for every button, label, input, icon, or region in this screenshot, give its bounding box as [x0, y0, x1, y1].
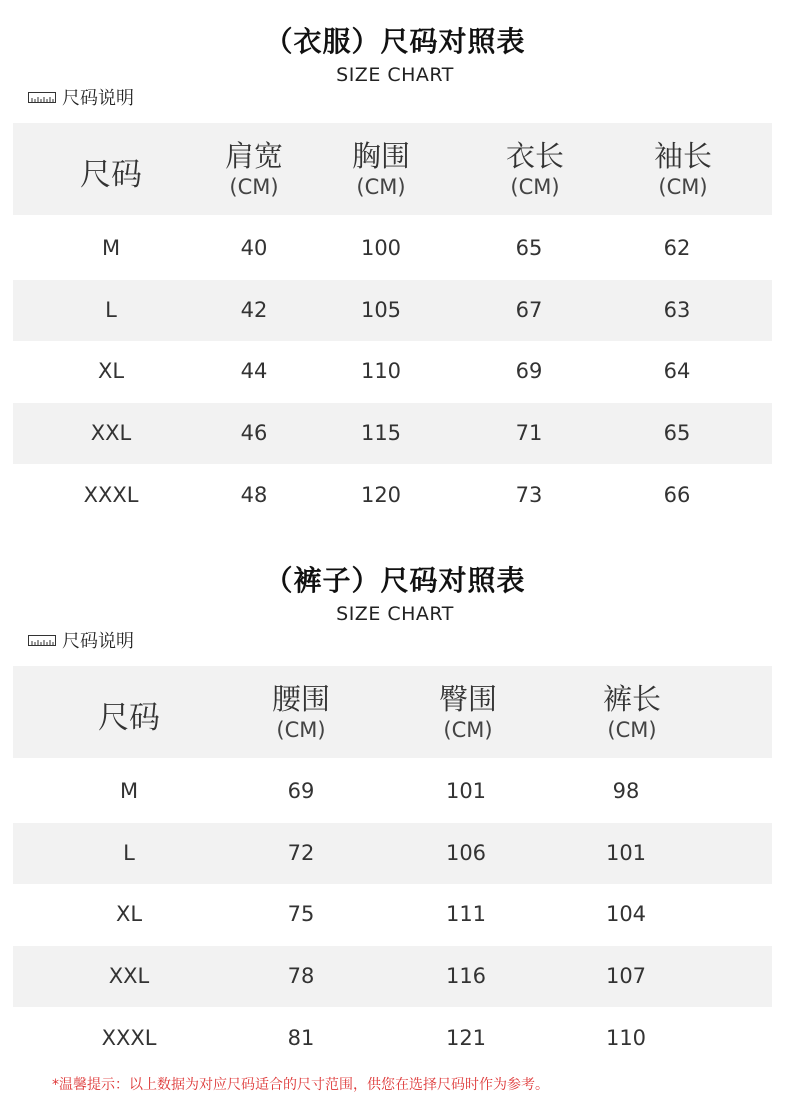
- table-row: XL 44 110 69 64: [97, 359, 691, 383]
- shirt-size-note: [28, 86, 134, 108]
- table-row: L 42 105 67 63: [13, 280, 772, 341]
- size-header: 尺码: [80, 157, 142, 193]
- table-header: [13, 123, 772, 215]
- ruler-icon: [28, 92, 56, 103]
- header-shoulder: 肩宽 (CM): [224, 139, 284, 199]
- table-row: M 69 101 98: [119, 779, 640, 803]
- ruler-icon: [28, 635, 56, 646]
- size-note-label: 尺码说明: [62, 88, 134, 109]
- header-hip: 臀围 (CM): [438, 682, 498, 742]
- header-waist: 腰围 (CM): [271, 682, 331, 742]
- size-header: 尺码: [98, 700, 160, 736]
- table-row: L 72 106 101: [13, 823, 772, 884]
- table-row: XXXL 81 121 110: [101, 1026, 647, 1050]
- table-row: XL 75 111 104: [115, 902, 647, 926]
- pants-title: （裤子）尺码对照表: [264, 564, 526, 597]
- pants-size-note: [28, 629, 134, 651]
- warm-tip: *温馨提示：以上数据为对应尺码适合的尺寸范围，供您在选择尺码时作为参考。: [52, 1077, 549, 1093]
- table-row: XXL 46 115 71 65: [13, 403, 772, 464]
- shirt-subtitle: SIZE CHART: [336, 64, 454, 86]
- header-sleeve: 袖长 (CM): [653, 139, 713, 199]
- shirt-title: （衣服）尺码对照表: [264, 25, 526, 58]
- table-header: [13, 666, 772, 758]
- table-row: M 40 100 65 62: [101, 236, 691, 260]
- header-chest: 胸围 (CM): [351, 139, 411, 199]
- size-note-label: 尺码说明: [62, 631, 134, 652]
- pants-subtitle: SIZE CHART: [336, 603, 454, 625]
- table-row: XXL 78 116 107: [13, 946, 772, 1007]
- header-pants-length: 裤长 (CM): [602, 682, 662, 742]
- table-row: XXXL 48 120 73 66: [83, 483, 691, 507]
- header-length: 衣长 (CM): [505, 139, 565, 199]
